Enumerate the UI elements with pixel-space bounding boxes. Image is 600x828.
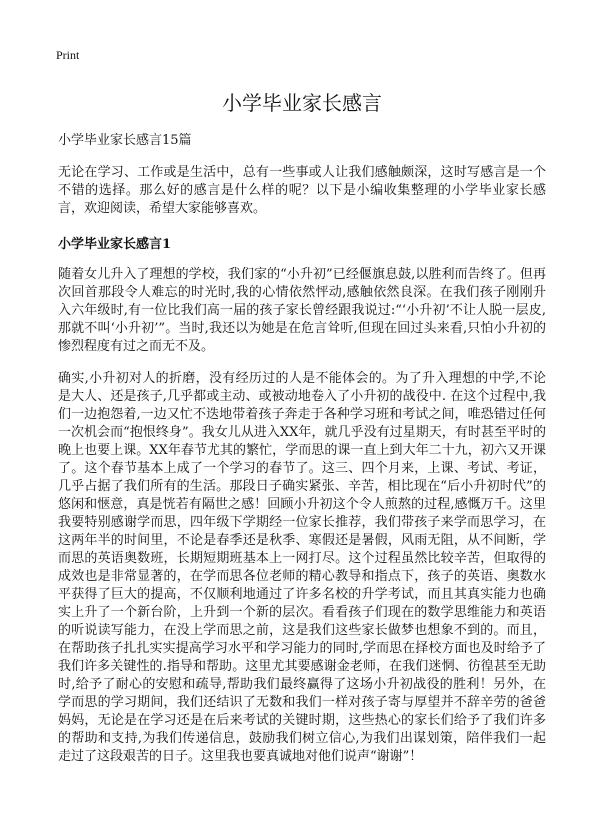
document-subtitle: 小学毕业家长感言15篇 <box>58 133 192 148</box>
intro-paragraph: 无论在学习、工作或是生活中，总有一些事或人让我们感触颇深，这时写感言是一个不错的选择。那么好的感言是什么样的呢？以下是小编收集整理的小学毕业家长感言，欢迎阅读，希望大家能够喜欢。 <box>58 165 546 216</box>
page-title: 小学毕业家长感言 <box>222 91 382 115</box>
body-paragraph-1: 随着女儿升入了理想的学校，我们家的“小升初”已经偃旗息鼓,以胜利而告终了。但再次回首那段令人难忘的时光时,我的心情依然怦动,感触依然良深。在我们孩子刚刚升入六年级时,有一位比我们高一届的孩子家长曾经跟我说过:“‘小升初’不让人脱一层皮,那就不叫‘小升初’”。当时,我还以为她是在危言耸听,但现在回过头来看,只怕小升初的惨烈程度有过之而无不及。 <box>58 267 546 354</box>
print-link[interactable]: Print <box>56 48 80 62</box>
section-heading: 小学毕业家长感言1 <box>58 237 172 252</box>
body-paragraph-2: 确实,小升初对人的折磨，没有经历过的人是不能体会的。为了升入理想的中学,不论是大人、还是孩子,几乎都或主动、或被动地卷入了小升初的战役中. 在这个过程中,我们一边抱怨着,一边又忙不迭地带着孩子奔走于各种学习班和考试之间，唯恐错过任何一次机会而“抱恨终身”。我女儿从进入XX年，就几乎没有过星期天，有时甚至平时的晚上也要上课。XX年春节尤其的繁忙，学而思的课一直上到大年二十九，初六又开课了。这个春节基本上成了一个学习的春节了。这三、四个月来，上课、考试、考证，几乎占据了我们所有的生活。那段日子确实紧张、辛苦，相比现在“后小升初时代”的悠闲和惬意，真是恍若有隔世之感！回顾小升初这个令人煎熬的过程,感慨万千。这里我要特别感谢学而思，四年级下学期经一位家长推荐，我们带孩子来学而思学习，在这两年半的时间里，不论是春季还是秋季、寒假还是暑假，风雨无阻，从不间断，学而思的英语奥数班，长期短期班基本上一网打尽。这个过程虽然比较辛苦，但取得的成效也是非常显著的，在学而思各位老师的精心教导和指点下，孩子的英语、奥数水平获得了巨大的提高，不仅顺利地通过了许多名校的升学考试，而且其真实能力也确实上升了一个新台阶，上升到一个新的层次。看看孩子们现在的数学思维能力和英语的听说读写能力，在没上学而思之前，这是我们这些家长做梦也想象不到的。而且，在帮助孩子扎扎实实提高学习水平和学习能力的同时,学而思在择校方面也及时给予了我们许多关键性的.指导和帮助。这里尤其要感谢金老师，在我们迷惘、彷徨甚至无助时,给予了耐心的安慰和疏导,帮助我们最终赢得了这场小升初战役的胜利！另外，在学而思的学习期间，我们还结识了无数和我们一样对孩子寄与厚望并不辞辛劳的爸爸妈妈，无论是在学习还是在后来考试的关键时期，这些热心的家长们给予了我们许多的帮助和支持,为我们传递信息，鼓励我们树立信心,为我们出谋划策，陪伴我们一起走过了这段艰苦的日子。这里我也要真诚地对他们说声“谢谢”！ <box>58 371 546 764</box>
